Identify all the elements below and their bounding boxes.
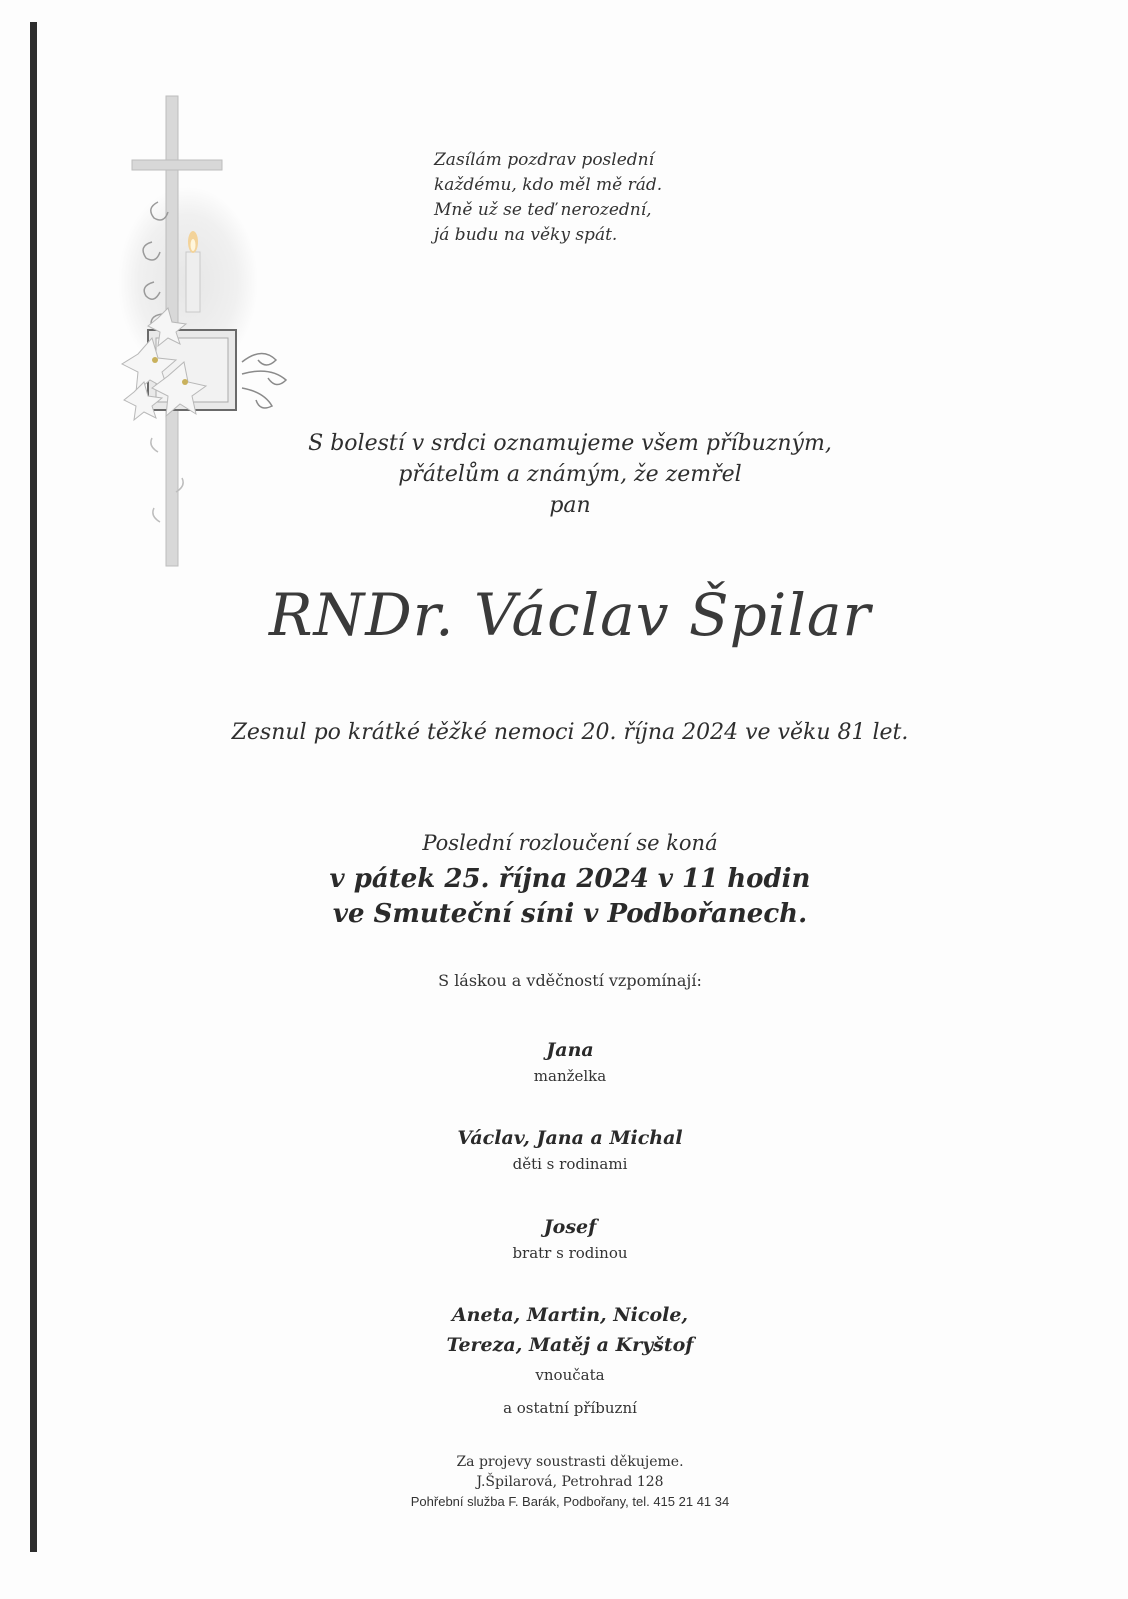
other-relatives: a ostatní příbuzní bbox=[503, 1399, 637, 1417]
announcement-line: S bolestí v srdci oznamujeme všem příbuzným, bbox=[308, 431, 832, 456]
mourner-relation: děti s rodinami bbox=[512, 1155, 628, 1173]
footer-address: J.Špilarová, Petrohrad 128 bbox=[476, 1474, 664, 1490]
mourner-names: Václav, Jana a Michal bbox=[457, 1127, 683, 1149]
mourner-relation: manželka bbox=[533, 1067, 607, 1085]
death-info: Zesnul po krátké těžké nemoci 20. října 2024 ve věku 81 let. bbox=[231, 720, 909, 745]
poem-line: Mně už se teď nerozední, bbox=[434, 200, 652, 220]
left-border-bar bbox=[30, 22, 37, 1552]
mourner-names: Josef bbox=[543, 1216, 597, 1238]
mourner-group bbox=[120, 1300, 1020, 1386]
mourner-names: Jana bbox=[546, 1039, 594, 1061]
announcement bbox=[120, 428, 1020, 521]
announcement-line: pan bbox=[549, 493, 591, 518]
farewell-intro: Poslední rozloučení se koná bbox=[422, 831, 718, 855]
mourner-group bbox=[120, 1123, 1020, 1175]
poem bbox=[434, 148, 754, 248]
mourner-group bbox=[120, 1212, 1020, 1264]
mourner-names: Aneta, Martin, Nicole, bbox=[451, 1304, 689, 1326]
remembrance-heading: S láskou a vděčností vzpomínají: bbox=[438, 971, 702, 990]
poem-line: Zasílám pozdrav poslední bbox=[434, 150, 655, 170]
mourner-names: Tereza, Matěj a Kryštof bbox=[446, 1334, 694, 1356]
farewell-details bbox=[120, 862, 1020, 932]
footer-thanks: Za projevy soustrasti děkujeme. bbox=[456, 1454, 684, 1470]
farewell-where: ve Smuteční síni v Podbořanech. bbox=[332, 899, 808, 929]
announcement-line: přátelům a známým, že zemřel bbox=[398, 462, 742, 487]
mourner-relation: bratr s rodinou bbox=[512, 1244, 628, 1262]
footer bbox=[120, 1452, 1020, 1512]
footer-funeral-service: Pohřební služba F. Barák, Podbořany, tel. 415 21 41 34 bbox=[410, 1494, 730, 1509]
farewell-when: v pátek 25. října 2024 v 11 hodin bbox=[329, 864, 811, 894]
poem-line: každému, kdo měl mě rád. bbox=[434, 175, 663, 195]
mourner-group bbox=[120, 1035, 1020, 1087]
mourner-relation: vnoučata bbox=[535, 1366, 605, 1384]
deceased-name: RNDr. Václav Špilar bbox=[268, 581, 872, 649]
poem-line: já budu na věky spát. bbox=[434, 225, 618, 245]
